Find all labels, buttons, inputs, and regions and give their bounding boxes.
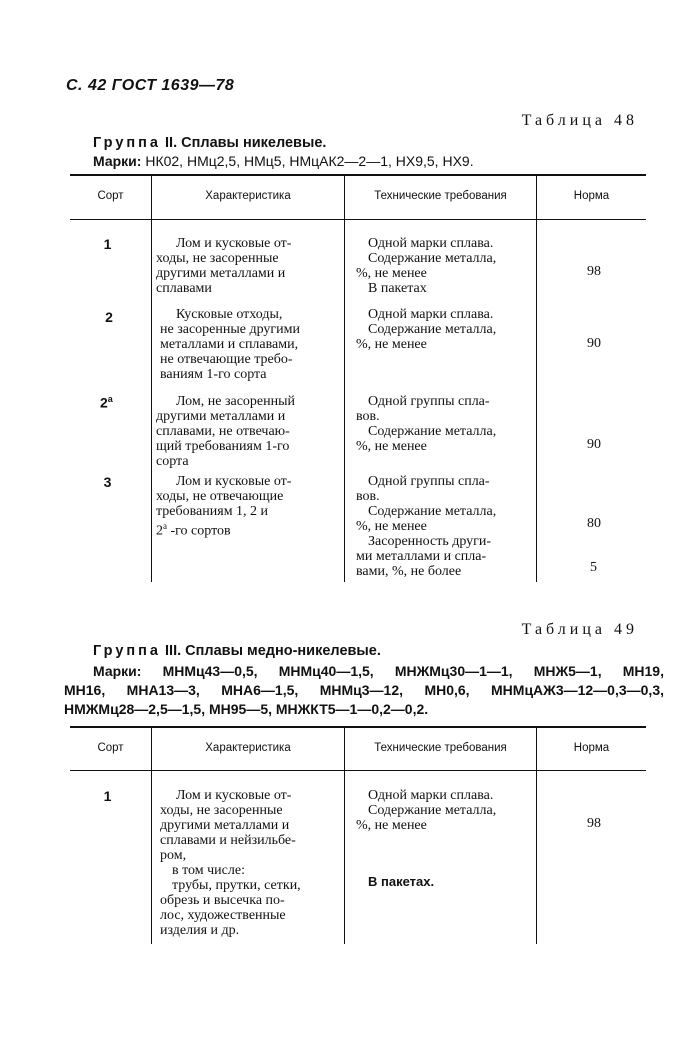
- col-header-sort: Сорт: [97, 190, 124, 202]
- col-header-characteristic: Характеристика: [205, 742, 291, 754]
- row-sort: 1: [103, 788, 112, 804]
- col-header-requirements: Технические требования: [374, 742, 507, 754]
- table-48-group: [93, 134, 326, 153]
- group-title: II. Сплавы никелевые.: [165, 135, 327, 151]
- row-sort: 2: [105, 309, 113, 325]
- row-requirements: Одной марки сплава. Содержание металла, %, не менее В пакетах: [356, 236, 497, 296]
- col-header-sort: Сорт: [97, 742, 124, 754]
- row-sort: 1: [103, 236, 112, 252]
- row-sort: 3: [103, 474, 112, 490]
- row-characteristic: Кусковые отходы, не засоренные другими металлами и сплавами, не отвечающие требо- ваниям 1-го сорта: [160, 307, 301, 382]
- marks-list: НК02, НМц2,5, НМц5, НМцАК2—2—1, НХ9,5, НХ9.: [145, 153, 474, 169]
- row-norm: 98: [587, 816, 601, 831]
- table-48-col-divider-3: [536, 174, 537, 582]
- table-49-caption: Таблица 49: [521, 621, 638, 638]
- table-49-col-divider-2: [344, 726, 345, 944]
- row-sort: $2^а$: [100, 394, 113, 411]
- row-requirements: Одной марки сплава. Содержание металла, %, не менее: [356, 788, 497, 833]
- row-requirements: Одной группы спла- вов. Содержание металла, %, не менее Засоренность други- ми металлами и спла- вами, %, не более: [356, 474, 497, 579]
- row-characteristic: Лом и кусковые от- ходы, не засоренные другими металлами и сплавами: [156, 236, 292, 296]
- group-label: Группа: [93, 643, 161, 659]
- row-norm: 80: [587, 516, 601, 531]
- table-48-top-rule: [70, 174, 646, 176]
- row-characteristic: Лом, не засоренный другими металлами и сплавами, не отвечаю- щий требованиям 1-го сорта: [156, 394, 295, 469]
- col-header-norm: Норма: [573, 742, 610, 754]
- table-48-col-divider-1: [151, 174, 152, 582]
- row-characteristic: Лом и кусковые от- ходы, не отвечающие требованиям 1, 2 и $2^а$ -го сортов: [156, 474, 292, 539]
- table-49-top-rule: [70, 726, 646, 728]
- table-49-col-divider-1: [151, 726, 152, 944]
- table-49-group: [93, 642, 381, 661]
- row-norm-secondary: 5: [590, 560, 597, 575]
- row-norm: 90: [587, 336, 601, 351]
- group-title: III. Сплавы медно-никелевые.: [165, 643, 381, 659]
- row-requirements: Одной группы спла- вов. Содержание металла, %, не менее: [356, 394, 497, 454]
- col-header-norm: Норма: [573, 190, 610, 202]
- table-48-marks: [93, 152, 474, 171]
- page-header: С. 42 ГОСТ 1639—78: [66, 77, 235, 94]
- table-49-col-divider-3: [536, 726, 537, 944]
- table-49-header-rule: [70, 770, 646, 771]
- row-requirements: Одной марки сплава. Содержание металла, %, не менее: [356, 307, 497, 352]
- col-header-requirements: Технические требования: [374, 190, 507, 202]
- col-header-characteristic: Характеристика: [205, 190, 291, 202]
- row-norm: 98: [587, 264, 601, 279]
- table-49-marks: Марки: МНМц43—0,5, МНМц40—1,5, МНЖМц30—1—1, МНЖ5—1, МН19, МН16, МНА13—3, МНА6—1,5, МНМц3—12, МН0,6, МНМцАЖ3—12—0,3—0,3, НМЖМц28—2,5—1,5, МН95—5, МНЖКТ5—1—0,2—0,2.: [64, 663, 664, 717]
- group-label: Группа: [93, 135, 161, 151]
- table-48-header-rule: [70, 219, 646, 220]
- row-characteristic: Лом и кусковые от- ходы, не засоренные другими металлами и сплавами и нейзильбе- ром, в том числе: трубы, прутки, сетки, обрезь и высечка по- лос, художественные изделия и др.: [160, 788, 301, 938]
- row-requirements-packets: В пакетах.: [368, 874, 435, 889]
- table-48-col-divider-2: [344, 174, 345, 582]
- table-48-caption: Таблица 48: [521, 112, 638, 129]
- marks-label: Марки:: [93, 153, 142, 169]
- row-norm: 90: [587, 437, 601, 452]
